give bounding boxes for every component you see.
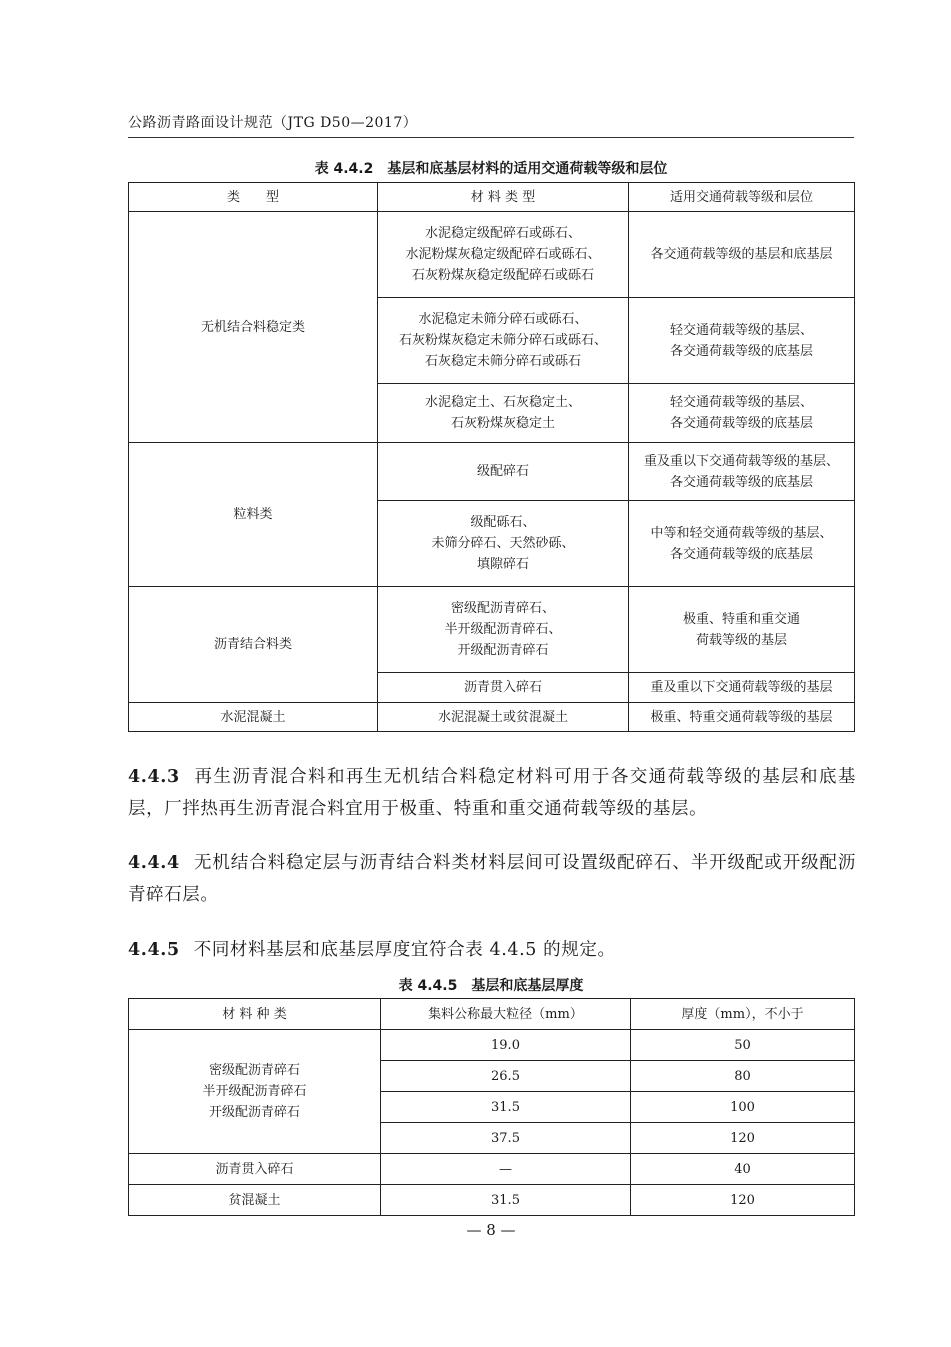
header-cell-material: 材 料 类 型 (378, 183, 629, 212)
table-row (129, 212, 855, 298)
header-cell-material: 材 料 种 类 (129, 999, 381, 1030)
material-cell: 水泥混凝土或贫混凝土 (378, 703, 629, 732)
table-4-4-5 (128, 998, 855, 1216)
clause-4-4-5 (128, 934, 856, 966)
material-cell: 水泥稳定未筛分碎石或砾石、 石灰粉煤灰稳定未筛分碎石或砾石、 石灰稳定未筛分碎石或砾石 (378, 298, 629, 384)
header-cell-type: 类 型 (129, 183, 378, 212)
clause-number: 4.4.4 (128, 853, 180, 873)
table-header-row (129, 999, 855, 1030)
type-cell: 无机结合料稳定类 (129, 212, 378, 443)
usage-cell: 重及重以下交通荷载等级的基层、 各交通荷载等级的底基层 (629, 443, 855, 501)
clause-number: 4.4.5 (128, 940, 180, 960)
table-row (129, 587, 855, 673)
thickness-cell: 40 (631, 1154, 855, 1185)
usage-cell: 重及重以下交通荷载等级的基层 (629, 673, 855, 703)
thickness-cell: 100 (631, 1092, 855, 1123)
clause-number: 4.4.3 (128, 767, 180, 787)
usage-cell: 轻交通荷载等级的基层、 各交通荷载等级的底基层 (629, 298, 855, 384)
clause-4-4-3 (128, 761, 856, 825)
type-cell: 粒料类 (129, 443, 378, 587)
material-cell: 水泥稳定级配碎石或砾石、 水泥粉煤灰稳定级配碎石或砾石、 石灰粉煤灰稳定级配碎石或砾石 (378, 212, 629, 298)
header-cell-thickness: 厚度（mm），不小于 (631, 999, 855, 1030)
usage-cell: 轻交通荷载等级的基层、 各交通荷载等级的底基层 (629, 384, 855, 443)
material-cell: 贫混凝土 (129, 1185, 381, 1216)
table-row (129, 703, 855, 732)
clause-4-4-4 (128, 847, 856, 911)
material-cell: 沥青贯入碎石 (378, 673, 629, 703)
material-cell: 密级配沥青碎石、 半开级配沥青碎石、 开级配沥青碎石 (378, 587, 629, 673)
material-cell: 密级配沥青碎石 半开级配沥青碎石 开级配沥青碎石 (129, 1030, 381, 1154)
table-row (129, 443, 855, 501)
table-4-4-2 (128, 182, 855, 732)
type-cell: 水泥混凝土 (129, 703, 378, 732)
clause-text: 不同材料基层和底基层厚度宜符合表 4.4.5 的规定。 (193, 940, 616, 960)
thickness-cell: 120 (631, 1185, 855, 1216)
header-cell-usage: 适用交通荷载等级和层位 (629, 183, 855, 212)
table-4-4-5-caption: 表 4.4.5 基层和底基层厚度 (398, 978, 584, 994)
usage-cell: 极重、特重和重交通 荷载等级的基层 (629, 587, 855, 673)
type-cell: 沥青结合料类 (129, 587, 378, 703)
page-number: — 8 — (466, 1221, 516, 1239)
header-cell-aggregate-size: 集料公称最大粒径（mm） (381, 999, 631, 1030)
table-header-row (129, 183, 855, 212)
table-row (129, 1185, 855, 1216)
thickness-cell: 120 (631, 1123, 855, 1154)
table-row (129, 1154, 855, 1185)
table-row (129, 1030, 855, 1061)
thickness-cell: 80 (631, 1061, 855, 1092)
size-cell: 26.5 (381, 1061, 631, 1092)
thickness-cell: 50 (631, 1030, 855, 1061)
table-4-4-2-caption: 表 4.4.2 基层和底基层材料的适用交通荷载等级和层位 (314, 161, 668, 177)
usage-cell: 中等和轻交通荷载等级的基层、 各交通荷载等级的底基层 (629, 501, 855, 587)
usage-cell: 极重、特重交通荷载等级的基层 (629, 703, 855, 732)
clause-text: 再生沥青混合料和再生无机结合料稳定材料可用于各交通荷载等级的基层和底基层，厂拌热再生沥青混合料宜用于极重、特重和重交通荷载等级的基层。 (128, 767, 856, 819)
size-cell: 37.5 (381, 1123, 631, 1154)
material-cell: 级配碎石 (378, 443, 629, 501)
size-cell: — (381, 1154, 631, 1185)
running-header: 公路沥青路面设计规范（JTG D50—2017） (128, 115, 418, 131)
usage-cell: 各交通荷载等级的基层和底基层 (629, 212, 855, 298)
size-cell: 19.0 (381, 1030, 631, 1061)
material-cell: 级配砾石、 未筛分碎石、天然砂砾、 填隙碎石 (378, 501, 629, 587)
size-cell: 31.5 (381, 1185, 631, 1216)
header-rule (128, 137, 854, 138)
material-cell: 水泥稳定土、石灰稳定土、 石灰粉煤灰稳定土 (378, 384, 629, 443)
material-cell: 沥青贯入碎石 (129, 1154, 381, 1185)
clause-text: 无机结合料稳定层与沥青结合料类材料层间可设置级配碎石、半开级配或开级配沥青碎石层。 (128, 853, 856, 905)
size-cell: 31.5 (381, 1092, 631, 1123)
